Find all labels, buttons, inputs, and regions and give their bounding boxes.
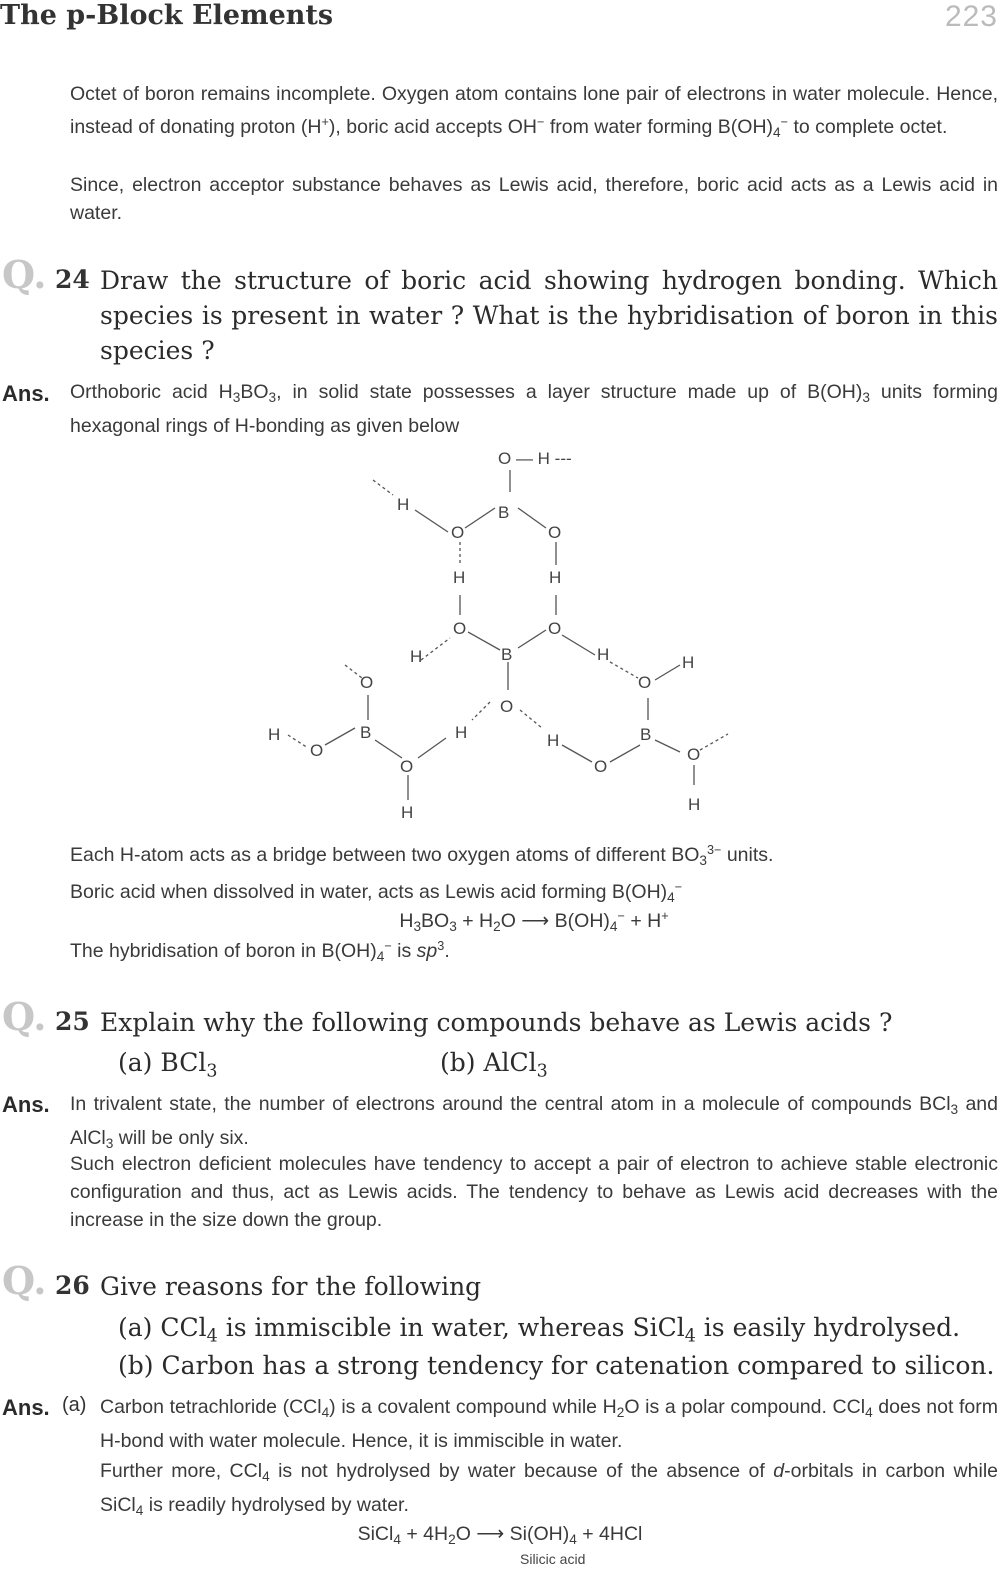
- atom-o: O: [594, 757, 608, 776]
- atom-h: H: [597, 645, 610, 664]
- question-text-25: Explain why the following compounds behave as Lewis acids ?: [100, 1008, 893, 1037]
- intro-paragraph-2: Since, electron acceptor substance behaves as Lewis acid, therefore, boric acid acts as a Lewis acid in water.: [70, 174, 998, 224]
- answer-label-25: Ans.: [2, 1092, 50, 1117]
- question-number-25: 25: [55, 1007, 90, 1036]
- atom-o: O: [548, 619, 562, 638]
- atom-h: H: [688, 795, 701, 814]
- atom-b: B: [360, 723, 372, 742]
- question-26-part-b: (b) Carbon has a strong tendency for catenation compared to silicon.: [118, 1351, 995, 1380]
- intro-paragraph-1: Octet of boron remains incomplete. Oxygen atom contains lone pair of electrons in water molecule. Hence, instead of donating proton (H+), boric acid accepts OH− from water forming $B(OH)_4^-$ to complete octet.: [70, 83, 998, 141]
- answer-24-intro: Orthoboric acid $H_3BO_3$, in solid state possesses a layer structure made up of $B(OH)_3$ units forming hexagonal rings of H-bonding as given below: [70, 381, 998, 438]
- atom-o: O: [400, 757, 414, 776]
- answer-25-p2: Such electron deficient molecules have tendency to accept a pair of electron to achieve stable electronic configuration and thus, act as Lewis acids. The tendency to behave as Lewis acid decreases with the increase in the size down the group.: [70, 1153, 998, 1231]
- atom-h: H: [401, 803, 414, 822]
- page-number: 223: [944, 0, 998, 33]
- question-26-part-a: (a) CCl$_4$ is immiscible in water, whereas SiCl$_4$ is easily hydrolysed.: [118, 1313, 961, 1347]
- atom-o: O: [451, 523, 465, 542]
- atom-h: H: [268, 725, 281, 744]
- atom-h: H: [455, 723, 468, 742]
- answer-label-24: Ans.: [2, 381, 50, 406]
- bridge-note: Each H-atom acts as a bridge between two oxygen atoms of different $BO_3^{3-}$ units.: [70, 843, 774, 869]
- atom-h: H: [397, 495, 410, 514]
- atom-h: H: [547, 731, 560, 750]
- hybridisation-note: The hybridisation of boron in $B(OH)_4^-$ is $sp^3$.: [70, 939, 450, 965]
- atom-b: B: [640, 725, 652, 744]
- question-mark-26: Q.: [2, 1258, 47, 1303]
- option-a-25: (a) BCl$_3$: [118, 1048, 218, 1082]
- question-mark-25: Q.: [2, 994, 47, 1039]
- chapter-title: The p-Block Elements: [0, 0, 334, 31]
- atom-o: O: [638, 673, 652, 692]
- diagram-top-label: O — H ---: [498, 449, 572, 468]
- answer-26-p1: Carbon tetrachloride (CCl$_4$) is a covalent compound while $H_2O$ is a polar compound. CCl$_4$ does not form H-bond with water molecule. Hence, it is immiscible in water.: [100, 1396, 999, 1453]
- atom-o: O: [687, 745, 701, 764]
- atom-b: B: [501, 645, 513, 664]
- atom-h: H: [682, 653, 695, 672]
- question-number-26: 26: [55, 1271, 90, 1300]
- diagram-atoms: [268, 449, 700, 822]
- answer-26-p2: Further more, CCl$_4$ is not hydrolysed by water because of the absence of d-orbitals in carbon while SiCl$_4$ is readily hydrolysed by water.: [100, 1460, 998, 1519]
- atom-b: B: [498, 503, 510, 522]
- atom-h: H: [410, 647, 423, 666]
- boric-acid-hbond-diagram: [250, 440, 760, 830]
- silicic-acid-caption: Silicic acid: [520, 1551, 586, 1567]
- question-text-26: Give reasons for the following: [100, 1272, 482, 1301]
- atom-h: H: [549, 568, 562, 587]
- equation-sicl4-hydrolysis: SiCl$_4$ + $4H_2O$ ⟶ $Si(OH)_4 + 4HCl$: [357, 1523, 643, 1548]
- answer-25-p1: In trivalent state, the number of electrons around the central atom in a molecule of compounds BCl$_3$ and AlCl$_3$ will be only six.: [70, 1093, 998, 1152]
- answer-26-part-label: (a): [62, 1394, 87, 1416]
- lewis-acid-note: Boric acid when dissolved in water, acts as Lewis acid forming $B(OH)_4^-$: [70, 880, 683, 906]
- atom-o: O: [500, 697, 514, 716]
- option-b-25: (b) AlCl$_3$: [440, 1048, 548, 1082]
- question-number-24: 24: [55, 265, 90, 294]
- question-text-24: Draw the structure of boric acid showing hydrogen bonding. Which species is present in water ? What is the hybridisation of boron in this species ?: [100, 266, 998, 365]
- atom-o: O: [360, 673, 374, 692]
- atom-o: O: [548, 523, 562, 542]
- atom-o: O: [453, 619, 467, 638]
- atom-h: H: [453, 568, 466, 587]
- answer-label-26: Ans.: [2, 1395, 50, 1420]
- equation-boric-acid: $H_3BO_3 + H_2O$ ⟶ $B(OH)_4^- + H^+$: [399, 909, 669, 935]
- question-mark-24: Q.: [2, 252, 47, 297]
- atom-o: O: [310, 741, 324, 760]
